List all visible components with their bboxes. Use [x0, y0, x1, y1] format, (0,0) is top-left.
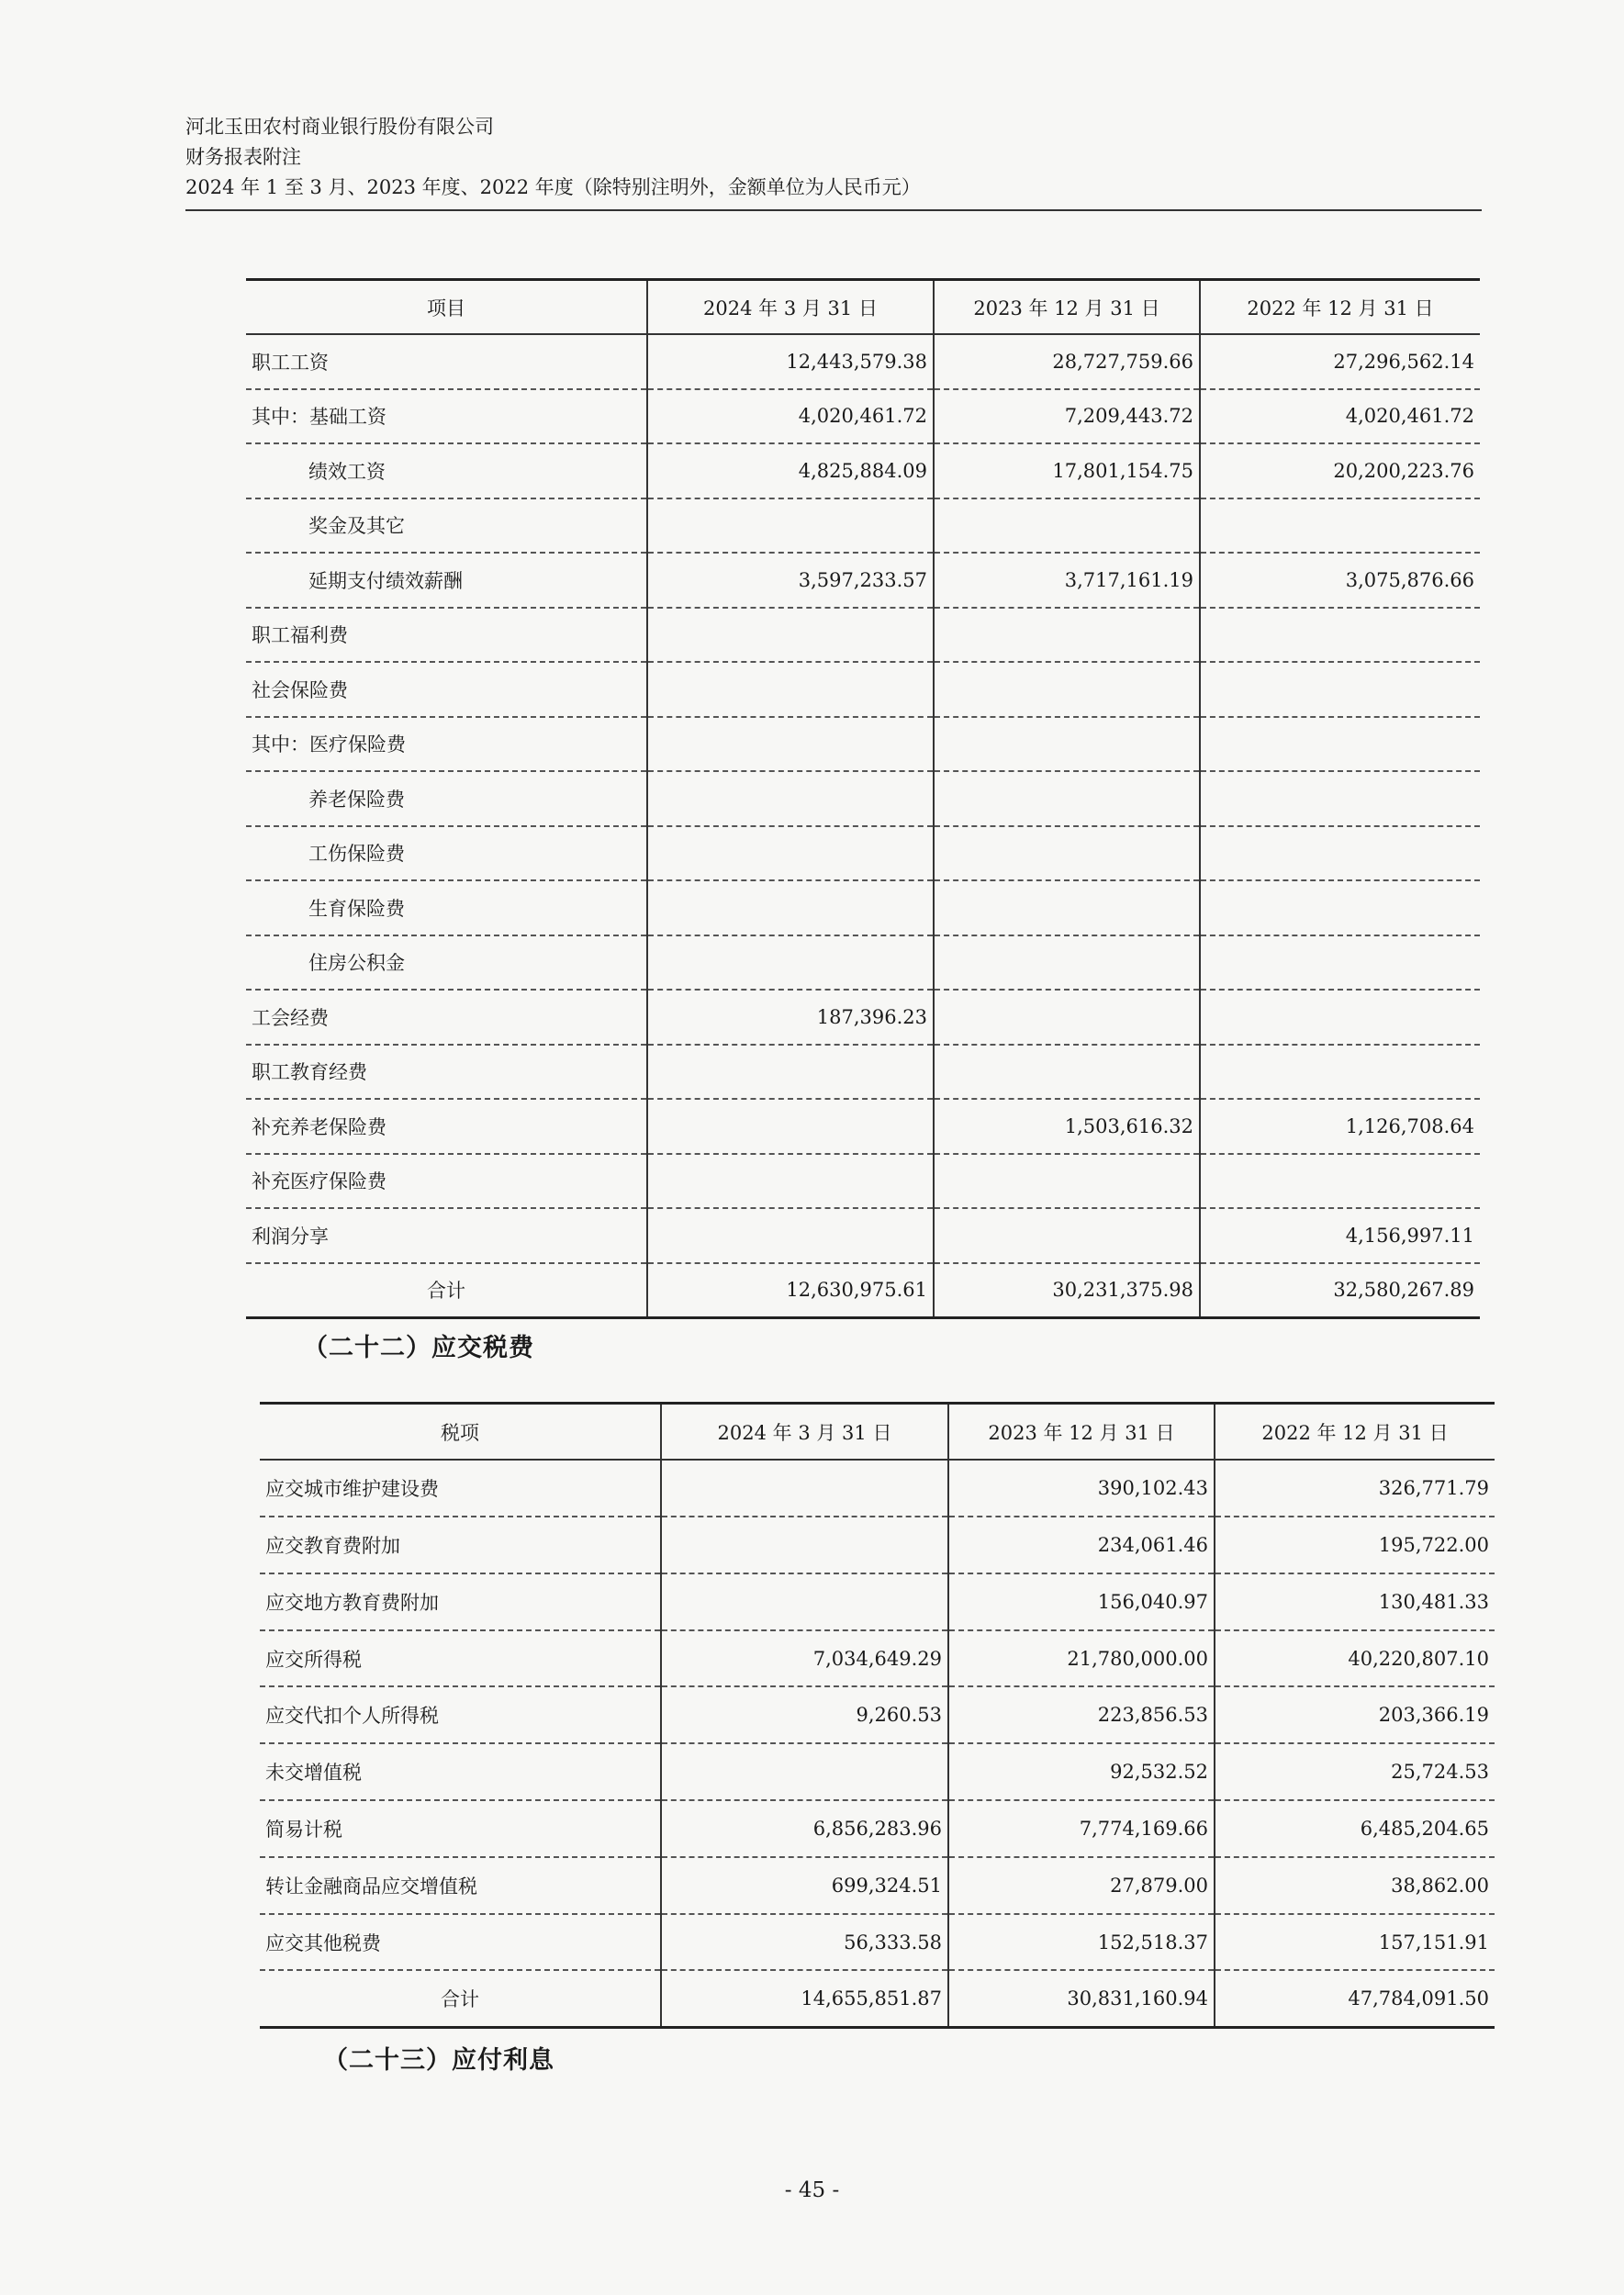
cell-value: 130,481.33 [1215, 1573, 1495, 1630]
cell-value [1200, 935, 1480, 991]
table-row [246, 389, 1480, 444]
row-label: 生育保险费 [246, 880, 647, 935]
cell-value: 92,532.52 [948, 1743, 1215, 1800]
row-label: 社会保险费 [246, 662, 647, 717]
employee-compensation-table [246, 278, 1480, 1319]
cell-value [1200, 990, 1480, 1045]
cell-value [1200, 771, 1480, 826]
cell-value [934, 880, 1200, 935]
table-row [246, 1208, 1480, 1263]
cell-value: 12,443,579.38 [647, 334, 934, 389]
cell-value: 187,396.23 [647, 990, 934, 1045]
row-label: 奖金及其它 [246, 498, 647, 554]
cell-value: 6,485,204.65 [1215, 1800, 1495, 1857]
cell-value [661, 1517, 948, 1573]
cell-value: 38,862.00 [1215, 1857, 1495, 1914]
table-header-row [246, 280, 1480, 335]
row-label: 应交所得税 [260, 1630, 661, 1687]
row-label: 补充医疗保险费 [246, 1154, 647, 1209]
cell-value: 234,061.46 [948, 1517, 1215, 1573]
row-label: 应交代扣个人所得税 [260, 1686, 661, 1743]
company-name: 河北玉田农村商业银行股份有限公司 [185, 116, 494, 138]
cell-value [661, 1460, 948, 1517]
table-row [246, 935, 1480, 991]
cell-value [934, 1045, 1200, 1100]
cell-value [1200, 498, 1480, 554]
cell-value: 699,324.51 [661, 1857, 948, 1914]
cell-value: 326,771.79 [1215, 1460, 1495, 1517]
cell-value [647, 1099, 934, 1154]
row-label: 未交增值税 [260, 1743, 661, 1800]
cell-value [934, 826, 1200, 881]
cell-value: 157,151.91 [1215, 1914, 1495, 1971]
cell-value [647, 826, 934, 881]
cell-value: 12,630,975.61 [647, 1263, 934, 1318]
table-row [260, 1460, 1495, 1517]
cell-value: 56,333.58 [661, 1914, 948, 1971]
cell-value [661, 1573, 948, 1630]
table-row [246, 717, 1480, 772]
cell-value [934, 935, 1200, 991]
cell-value [661, 1743, 948, 1800]
taxes-payable-table [260, 1402, 1495, 2029]
table-row [246, 826, 1480, 881]
section-heading: （二十三）应付利息 [323, 2046, 554, 2075]
cell-value: 30,831,160.94 [948, 1970, 1215, 2027]
cell-value: 390,102.43 [948, 1460, 1215, 1517]
row-label: 职工教育经费 [246, 1045, 647, 1100]
cell-value [1200, 1045, 1480, 1100]
row-label: 延期支付绩效薪酬 [246, 553, 647, 608]
cell-value [1200, 608, 1480, 663]
cell-value: 4,156,997.11 [1200, 1208, 1480, 1263]
table-row [260, 1630, 1495, 1687]
page-number: - 45 - [784, 2178, 840, 2202]
header-divider [185, 209, 1482, 211]
cell-value: 195,722.00 [1215, 1517, 1495, 1573]
cell-value [647, 1154, 934, 1209]
cell-value: 32,580,267.89 [1200, 1263, 1480, 1318]
cell-value: 28,727,759.66 [934, 334, 1200, 389]
table-row [260, 1914, 1495, 1971]
cell-value [934, 990, 1200, 1045]
row-label: 其中：医疗保险费 [246, 717, 647, 772]
cell-value: 14,655,851.87 [661, 1970, 948, 2027]
table-row [260, 1517, 1495, 1573]
cell-value: 4,020,461.72 [647, 389, 934, 444]
row-label: 住房公积金 [246, 935, 647, 991]
cell-value: 27,296,562.14 [1200, 334, 1480, 389]
table-row [246, 553, 1480, 608]
table-row [246, 880, 1480, 935]
cell-value [934, 1208, 1200, 1263]
cell-value [647, 662, 934, 717]
cell-value [934, 498, 1200, 554]
cell-value: 47,784,091.50 [1215, 1970, 1495, 2027]
cell-value: 17,801,154.75 [934, 443, 1200, 498]
row-label: 应交其他税费 [260, 1914, 661, 1971]
row-label: 利润分享 [246, 1208, 647, 1263]
table-header-row [260, 1404, 1495, 1461]
table-row [246, 1099, 1480, 1154]
table-row [246, 498, 1480, 554]
total-row [246, 1263, 1480, 1318]
cell-value: 7,774,169.66 [948, 1800, 1215, 1857]
page-header [185, 112, 1471, 203]
cell-value [1200, 662, 1480, 717]
row-label: 简易计税 [260, 1800, 661, 1857]
row-label: 职工福利费 [246, 608, 647, 663]
cell-value: 203,366.19 [1215, 1686, 1495, 1743]
cell-value: 156,040.97 [948, 1573, 1215, 1630]
cell-value: 27,879.00 [948, 1857, 1215, 1914]
column-header: 2023 年 12 月 31 日 [948, 1404, 1215, 1461]
table-row [246, 990, 1480, 1045]
cell-value [934, 662, 1200, 717]
cell-value: 4,825,884.09 [647, 443, 934, 498]
cell-value: 21,780,000.00 [948, 1630, 1215, 1687]
table-row [246, 608, 1480, 663]
cell-value: 7,209,443.72 [934, 389, 1200, 444]
cell-value: 7,034,649.29 [661, 1630, 948, 1687]
cell-value [934, 771, 1200, 826]
column-header: 2022 年 12 月 31 日 [1215, 1404, 1495, 1461]
row-label: 合计 [260, 1970, 661, 2027]
cell-value [647, 498, 934, 554]
cell-value [647, 717, 934, 772]
cell-value [1200, 880, 1480, 935]
cell-value [934, 717, 1200, 772]
column-header: 2023 年 12 月 31 日 [934, 280, 1200, 335]
row-label: 合计 [246, 1263, 647, 1318]
table-row [260, 1857, 1495, 1914]
cell-value [647, 608, 934, 663]
table-row [246, 662, 1480, 717]
cell-value [647, 935, 934, 991]
table-row [246, 443, 1480, 498]
row-label: 工会经费 [246, 990, 647, 1045]
table-row [246, 334, 1480, 389]
table-row [246, 1154, 1480, 1209]
cell-value: 40,220,807.10 [1215, 1630, 1495, 1687]
row-label: 补充养老保险费 [246, 1099, 647, 1154]
cell-value: 9,260.53 [661, 1686, 948, 1743]
document-title: 财务报表附注 [185, 146, 301, 168]
row-label: 转让金融商品应交增值税 [260, 1857, 661, 1914]
table-row [260, 1743, 1495, 1800]
table-row [260, 1686, 1495, 1743]
row-label: 应交地方教育费附加 [260, 1573, 661, 1630]
cell-value: 20,200,223.76 [1200, 443, 1480, 498]
table-row [260, 1573, 1495, 1630]
cell-value: 30,231,375.98 [934, 1263, 1200, 1318]
cell-value: 152,518.37 [948, 1914, 1215, 1971]
cell-value: 3,075,876.66 [1200, 553, 1480, 608]
cell-value [647, 880, 934, 935]
table-row [246, 771, 1480, 826]
cell-value [1200, 717, 1480, 772]
row-label: 其中：基础工资 [246, 389, 647, 444]
cell-value: 4,020,461.72 [1200, 389, 1480, 444]
column-header: 2024 年 3 月 31 日 [661, 1404, 948, 1461]
row-label: 职工工资 [246, 334, 647, 389]
section-heading: （二十二）应交税费 [303, 1334, 534, 1362]
cell-value [647, 1045, 934, 1100]
table-row [246, 1045, 1480, 1100]
cell-value: 3,717,161.19 [934, 553, 1200, 608]
total-row [260, 1970, 1495, 2027]
cell-value: 3,597,233.57 [647, 553, 934, 608]
row-label: 应交教育费附加 [260, 1517, 661, 1573]
row-label: 养老保险费 [246, 771, 647, 826]
cell-value: 6,856,283.96 [661, 1800, 948, 1857]
cell-value [934, 608, 1200, 663]
row-label: 绩效工资 [246, 443, 647, 498]
cell-value [1200, 1154, 1480, 1209]
table-row [260, 1800, 1495, 1857]
row-label: 应交城市维护建设费 [260, 1460, 661, 1517]
column-header: 税项 [260, 1404, 661, 1461]
cell-value [647, 771, 934, 826]
column-header: 项目 [246, 280, 647, 335]
cell-value [647, 1208, 934, 1263]
cell-value: 25,724.53 [1215, 1743, 1495, 1800]
cell-value: 223,856.53 [948, 1686, 1215, 1743]
column-header: 2024 年 3 月 31 日 [647, 280, 934, 335]
cell-value [1200, 826, 1480, 881]
cell-value: 1,503,616.32 [934, 1099, 1200, 1154]
cell-value: 1,126,708.64 [1200, 1099, 1480, 1154]
cell-value [934, 1154, 1200, 1209]
reporting-period: 2024 年 1 至 3 月、2023 年度、2022 年度（除特别注明外，金额单位为人民币元） [185, 176, 921, 198]
column-header: 2022 年 12 月 31 日 [1200, 280, 1480, 335]
row-label: 工伤保险费 [246, 826, 647, 881]
